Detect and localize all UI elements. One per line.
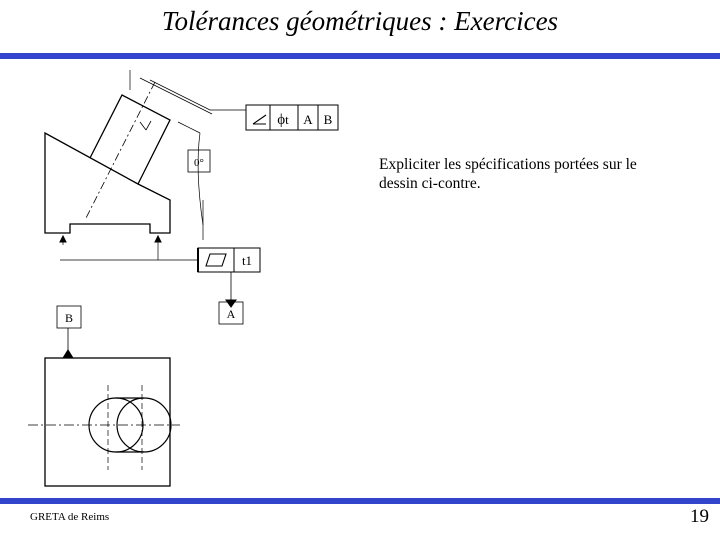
footer-organization: GRETA de Reims [30,511,110,523]
bottom-view-outline [45,358,170,486]
part-outline [45,133,170,233]
inclined-block [90,95,170,184]
frame1-datum-b: B [323,112,333,127]
angle-arc [198,133,203,225]
datum-b-triangle [63,350,73,358]
frame1-datum-a: A [303,112,313,127]
datum-a-triangle [226,300,236,307]
datum-arrow-1 [155,236,161,242]
bottom-divider-bar [0,498,720,504]
frame1-tol: ϕt [277,112,289,128]
angularity-icon [253,115,266,124]
angle-label: 0° [194,157,204,169]
extension-line-2 [178,122,200,133]
page-number: 19 [690,506,709,527]
exercise-description: Expliciter les spécifications portées sur le dessin ci-contre. [379,156,637,192]
datum-arrow-2 [60,236,66,242]
frame2-tol: t1 [241,253,253,268]
hole-left [89,398,143,452]
datum-b-label: B [64,311,74,325]
datum-a-label: A [226,307,236,321]
block-centerline [85,82,155,220]
extension-line-1 [140,78,212,114]
flatness-icon [206,254,226,266]
arrow-block [140,121,151,130]
page-title: Tolérances géométriques : Exercices [161,6,559,36]
leader-frame1 [150,80,246,110]
